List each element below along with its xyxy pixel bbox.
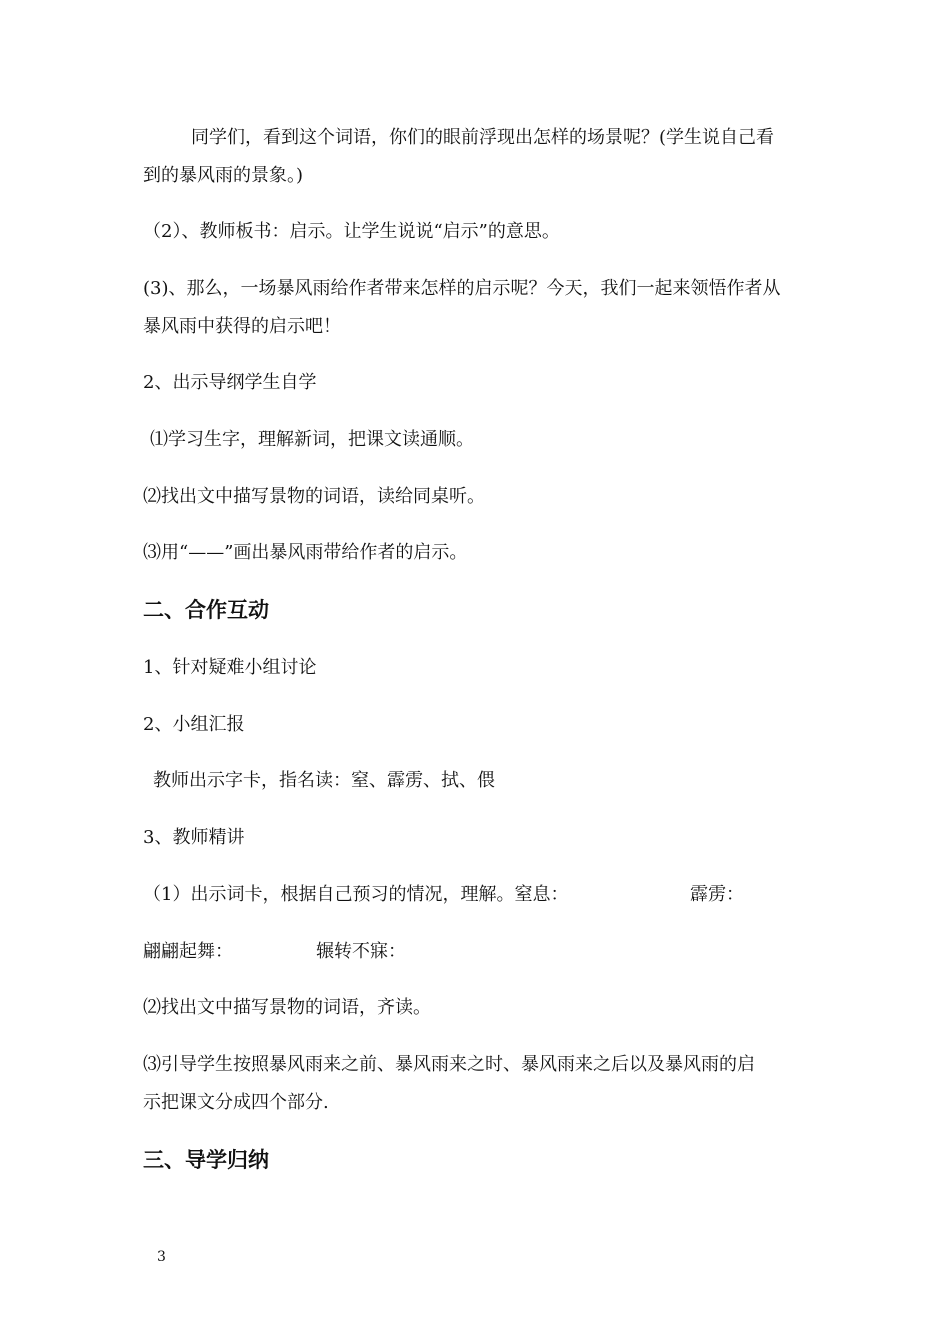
paragraph-intro-line-1: 同学们，看到这个词语，你们的眼前浮现出怎样的场景呢？(学生说自己看 — [191, 127, 775, 148]
word-card-pili: 霹雳： — [690, 884, 744, 905]
paragraph-question-line-1: (3)、那么，一场暴风雨给作者带来怎样的启示呢？今天，我们一起来领悟作者从 — [143, 278, 781, 299]
paragraph-board-writing: （2）、教师板书：启示。让学生说说“启示”的意思。 — [143, 221, 560, 242]
list-item-2: ⑵找出文中描写景物的词语，读给同桌听。 — [143, 486, 485, 507]
paragraph-divide-line-2: 示把课文分成四个部分. — [143, 1092, 329, 1113]
section-self-study: 2、出示导纲学生自学 — [143, 372, 317, 393]
page-number: 3 — [157, 1249, 166, 1265]
step-group-report: 2、小组汇报 — [143, 714, 245, 735]
heading-summary: 三、导学归纳 — [143, 1148, 269, 1172]
list-item-3: ⑶用“——”画出暴风雨带给作者的启示。 — [143, 542, 468, 563]
step-group-discussion: 1、针对疑难小组讨论 — [143, 657, 317, 678]
paragraph-intro-line-2: 到的暴风雨的景象。) — [143, 165, 304, 186]
heading-cooperation: 二、合作互动 — [143, 598, 269, 622]
step-teacher-explain: 3、教师精讲 — [143, 827, 245, 848]
list-item-1: ⑴学习生字，理解新词，把课文读通顺。 — [150, 429, 474, 450]
paragraph-word-cards: 教师出示字卡，指名读：窒、霹雳、拭、偎 — [153, 770, 495, 791]
word-card-pianpian: 翩翩起舞： — [143, 941, 233, 962]
word-card-line-1: （1）出示词卡，根据自己预习的情况，理解。窒息： — [143, 884, 569, 905]
paragraph-question-line-2: 暴风雨中获得的启示吧！ — [143, 316, 341, 337]
word-card-zhanzhuan: 辗转不寐： — [316, 941, 406, 962]
paragraph-divide-line-1: ⑶引导学生按照暴风雨来之前、暴风雨来之时、暴风雨来之后以及暴风雨的启 — [143, 1054, 755, 1075]
list-item-read-aloud: ⑵找出文中描写景物的词语，齐读。 — [143, 997, 431, 1018]
